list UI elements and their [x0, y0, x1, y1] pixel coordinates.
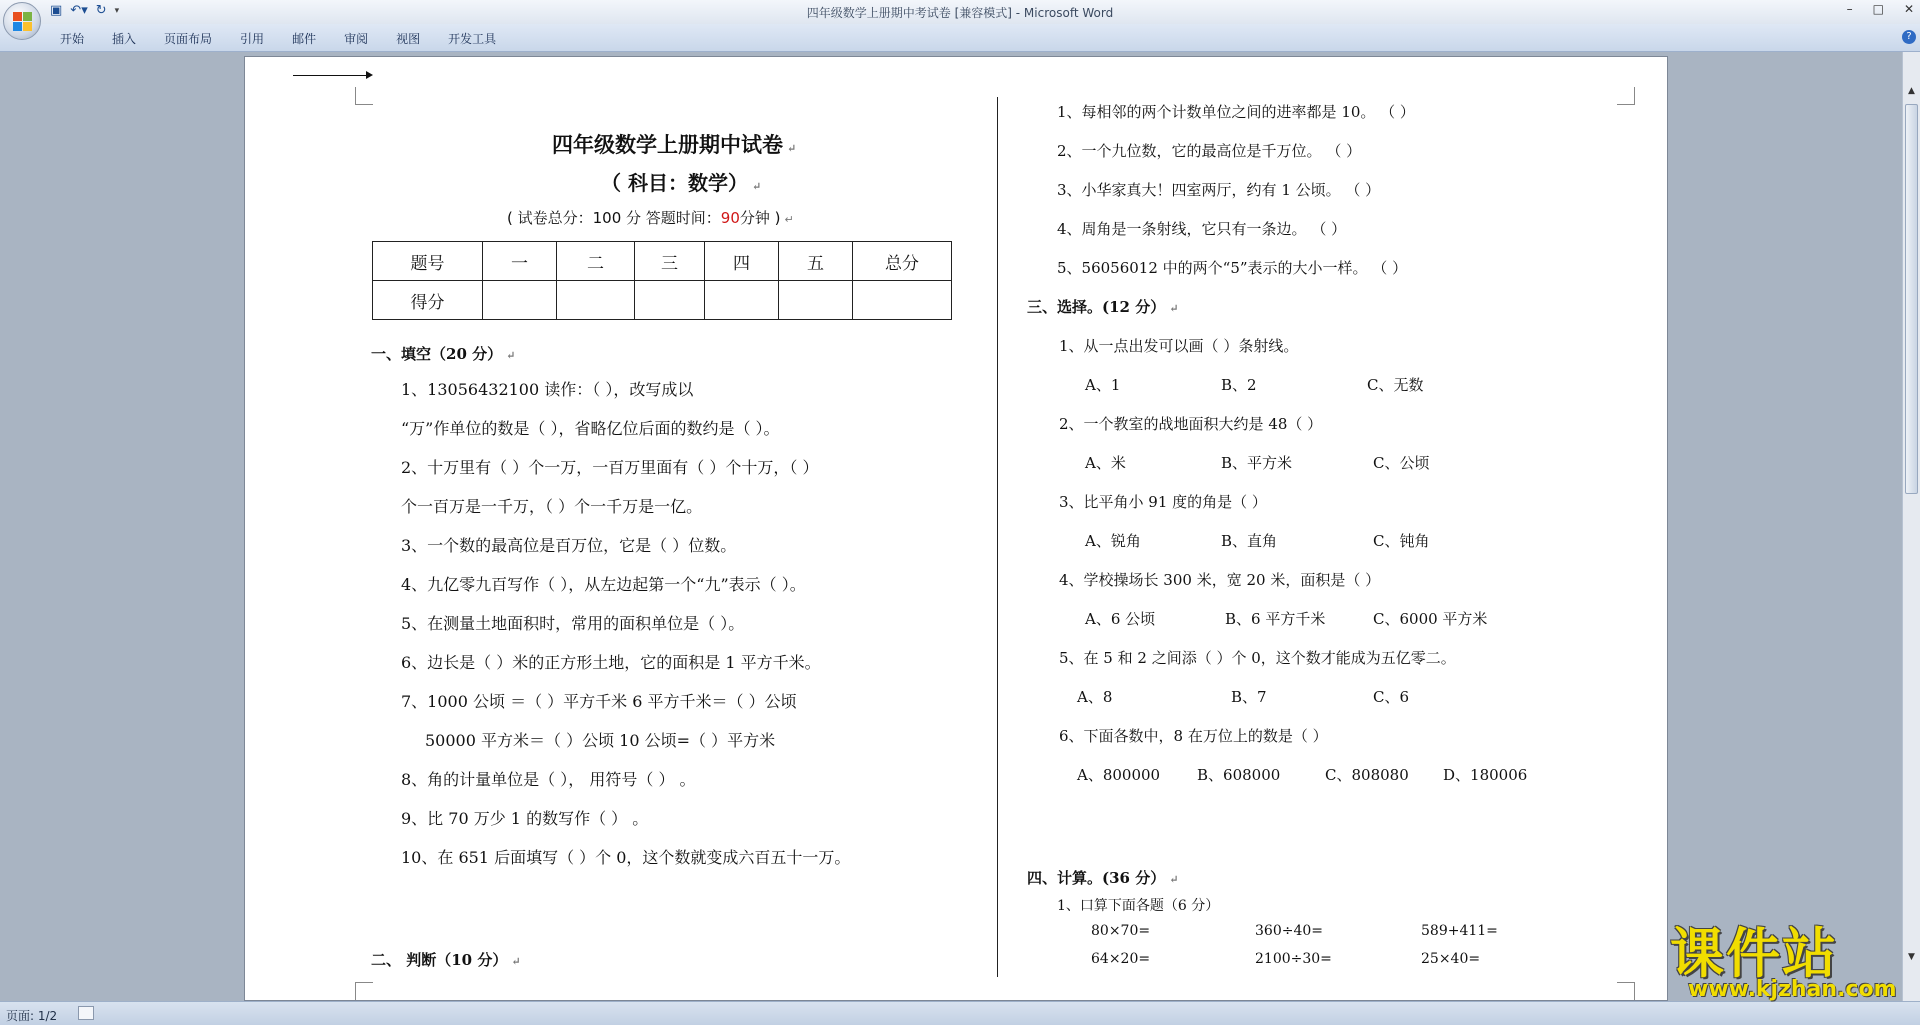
table-cell[interactable]	[557, 281, 635, 320]
close-button[interactable]: ✕	[1903, 2, 1914, 16]
choice-option: A、1	[1085, 376, 1121, 394]
fill-line: “万”作单位的数是（ ），省略亿位后面的数约是（ ）。	[401, 419, 780, 438]
crop-mark	[355, 982, 373, 1000]
calc-item: 25×40=	[1421, 951, 1481, 967]
watermark-text: 课件站	[1670, 922, 1838, 985]
crop-mark	[1617, 87, 1635, 105]
exam-time-value: 90	[720, 209, 740, 227]
calc-item: 360÷40=	[1255, 923, 1323, 939]
choice-option: A、6 公顷	[1085, 610, 1156, 628]
calc-item: 64×20=	[1091, 951, 1151, 967]
judge-line: 2、一个九位数，它的最高位是千万位。 （ ）	[1057, 142, 1362, 160]
tab-developer[interactable]: 开发工具	[448, 32, 497, 46]
judge-line: 1、每相邻的两个计数单位之间的进率都是 10。 （ ）	[1057, 103, 1415, 121]
fill-line: 9、比 70 万少 1 的数写作（ ） 。	[401, 809, 649, 828]
tab-references[interactable]: 引用	[240, 32, 265, 46]
score-table-score-row	[373, 281, 952, 320]
table-cell[interactable]	[779, 281, 853, 320]
choice-option: D、180006	[1443, 766, 1528, 784]
calc-item: 2100÷30=	[1255, 951, 1332, 967]
judge-line: 5、56056012 中的两个“5”表示的大小一样。 （ ）	[1057, 259, 1408, 277]
tab-review[interactable]: 审阅	[344, 32, 369, 46]
document-page[interactable]	[244, 56, 1668, 1001]
calc-item: 80×70=	[1091, 923, 1151, 939]
title-bar	[0, 0, 1920, 24]
help-icon[interactable]: ?	[1902, 30, 1916, 44]
calc-subheading: 1、口算下面各题（6 分）	[1057, 898, 1220, 914]
scroll-up-icon[interactable]: ▲	[1908, 86, 1915, 96]
choice-option: A、米	[1085, 454, 1126, 472]
tab-home[interactable]: 开始	[60, 32, 85, 46]
choice-option: A、8	[1077, 688, 1113, 706]
exam-title: 四年级数学上册期中试卷 ↵	[552, 132, 797, 157]
choice-option: A、800000	[1077, 766, 1161, 784]
choice-option: C、6	[1373, 688, 1410, 706]
macro-record-icon[interactable]	[78, 1006, 94, 1020]
fill-line: 50000 平方米＝（ ）公顷 10 公顷=（ ）平方米	[425, 731, 776, 750]
table-cell: 一	[483, 242, 557, 281]
watermark-url: www.kjzhan.com	[1688, 977, 1897, 1002]
fill-line: 10、在 651 后面填写（ ）个 0，这个数就变成六百五十一万。	[401, 848, 851, 867]
choice-question: 1、从一点出发可以画（ ）条射线。	[1059, 337, 1299, 355]
choice-question: 2、一个教室的战地面积大约是 48（ ）	[1059, 415, 1323, 433]
section-4-heading: 四、计算。(36 分） ↵	[1027, 869, 1179, 887]
table-cell[interactable]	[705, 281, 779, 320]
office-button[interactable]	[3, 2, 41, 40]
undo-icon[interactable]: ↶▾	[70, 3, 88, 18]
arrow-head-icon	[366, 71, 373, 79]
choice-option: C、无数	[1367, 376, 1424, 394]
redo-icon[interactable]: ↻	[95, 3, 107, 18]
choice-option: B、608000	[1197, 766, 1281, 784]
table-cell: 题号	[373, 242, 483, 281]
fill-line: 5、在测量土地面积时，常用的面积单位是（ ）。	[401, 614, 745, 633]
choice-option: C、808080	[1325, 766, 1409, 784]
table-cell: 四	[705, 242, 779, 281]
judge-line: 4、周角是一条射线，它只有一条边。 （ ）	[1057, 220, 1347, 238]
table-cell[interactable]	[853, 281, 952, 320]
maximize-button[interactable]: □	[1872, 2, 1884, 16]
column-divider	[997, 97, 998, 977]
section-3-heading: 三、选择。(12 分） ↵	[1027, 298, 1179, 316]
choice-option: B、6 平方千米	[1225, 610, 1326, 628]
section-2-heading: 二、 判断（10 分） ↵	[371, 951, 521, 969]
choice-option: C、公顷	[1373, 454, 1430, 472]
status-bar	[0, 1001, 1920, 1025]
table-cell: 得分	[373, 281, 483, 320]
choice-option: B、2	[1221, 376, 1257, 394]
scroll-down-icon[interactable]: ▼	[1908, 952, 1915, 962]
table-cell: 二	[557, 242, 635, 281]
crop-mark	[1617, 982, 1635, 1000]
save-icon[interactable]: ▣	[50, 3, 63, 18]
choice-option: C、钝角	[1373, 532, 1430, 550]
scrollbar-thumb[interactable]	[1905, 104, 1918, 494]
fill-line: 3、一个数的最高位是百万位，它是（ ）位数。	[401, 536, 737, 555]
watermark-logo	[1668, 922, 1918, 1005]
crop-mark	[355, 87, 373, 105]
fill-line: 6、边长是（ ）米的正方形土地，它的面积是 1 平方千米。	[401, 653, 821, 672]
score-table-header-row	[373, 242, 952, 281]
choice-question: 4、学校操场长 300 米，宽 20 米，面积是（ ）	[1059, 571, 1381, 589]
choice-question: 6、下面各数中，8 在万位上的数是（ ）	[1059, 727, 1328, 745]
window-title: 四年级数学上册期中考试卷 [兼容模式] - Microsoft Word	[806, 6, 1114, 20]
minimize-button[interactable]: –	[1846, 2, 1853, 16]
choice-question: 3、比平角小 91 度的角是（ ）	[1059, 493, 1267, 511]
table-cell: 总分	[853, 242, 952, 281]
arrow-line	[293, 75, 371, 76]
section-1-heading: 一、填空（20 分） ↵	[371, 345, 516, 363]
choice-option: B、平方米	[1221, 454, 1293, 472]
calc-item: 589+411=	[1421, 923, 1498, 939]
tab-page-layout[interactable]: 页面布局	[164, 32, 213, 46]
table-cell[interactable]	[635, 281, 705, 320]
choice-option: A、锐角	[1085, 532, 1141, 550]
fill-line: 7、1000 公顷 ＝（ ）平方千米 6 平方千米＝（ ）公顷	[401, 692, 797, 711]
ribbon-tabs-bar	[0, 24, 1920, 52]
choice-option: C、6000 平方米	[1373, 610, 1488, 628]
document-workspace	[0, 52, 1902, 1001]
fill-line: 个一百万是一千万，（ ）个一千万是一亿。	[401, 497, 703, 516]
customize-qat-icon[interactable]: ▾	[114, 6, 120, 16]
score-table	[372, 241, 952, 320]
choice-option: B、直角	[1221, 532, 1278, 550]
exam-info: ( 试卷总分：100 分 答题时间：90分钟 ) ↵	[507, 209, 794, 227]
table-cell[interactable]	[483, 281, 557, 320]
tab-mailings[interactable]: 邮件	[292, 32, 317, 46]
fill-line: 1、13056432100 读作：（ ），改写成以	[401, 380, 694, 399]
judge-line: 3、小华家真大！四室两厅，约有 1 公顷。 （ ）	[1057, 181, 1381, 199]
tab-view[interactable]: 视图	[396, 32, 421, 46]
office-logo-icon	[13, 12, 33, 32]
choice-option: B、7	[1231, 688, 1267, 706]
tab-insert[interactable]: 插入	[112, 32, 137, 46]
fill-line: 4、九亿零九百写作（ ），从左边起第一个“九”表示（ ）。	[401, 575, 806, 594]
page-indicator[interactable]: 页面: 1/2	[6, 1009, 58, 1023]
window-controls	[1847, 2, 1914, 16]
table-cell: 五	[779, 242, 853, 281]
fill-line: 2、十万里有（ ）个一万，一百万里面有（ ）个十万，（ ）	[401, 458, 819, 477]
exam-subject: （ 科目：数学） ↵	[601, 171, 762, 195]
fill-line: 8、角的计量单位是（ ）， 用符号（ ） 。	[401, 770, 696, 789]
table-cell: 三	[635, 242, 705, 281]
choice-question: 5、在 5 和 2 之间添（ ）个 0，这个数才能成为五亿零二。	[1059, 649, 1456, 667]
vertical-scrollbar[interactable]	[1902, 52, 1920, 1001]
